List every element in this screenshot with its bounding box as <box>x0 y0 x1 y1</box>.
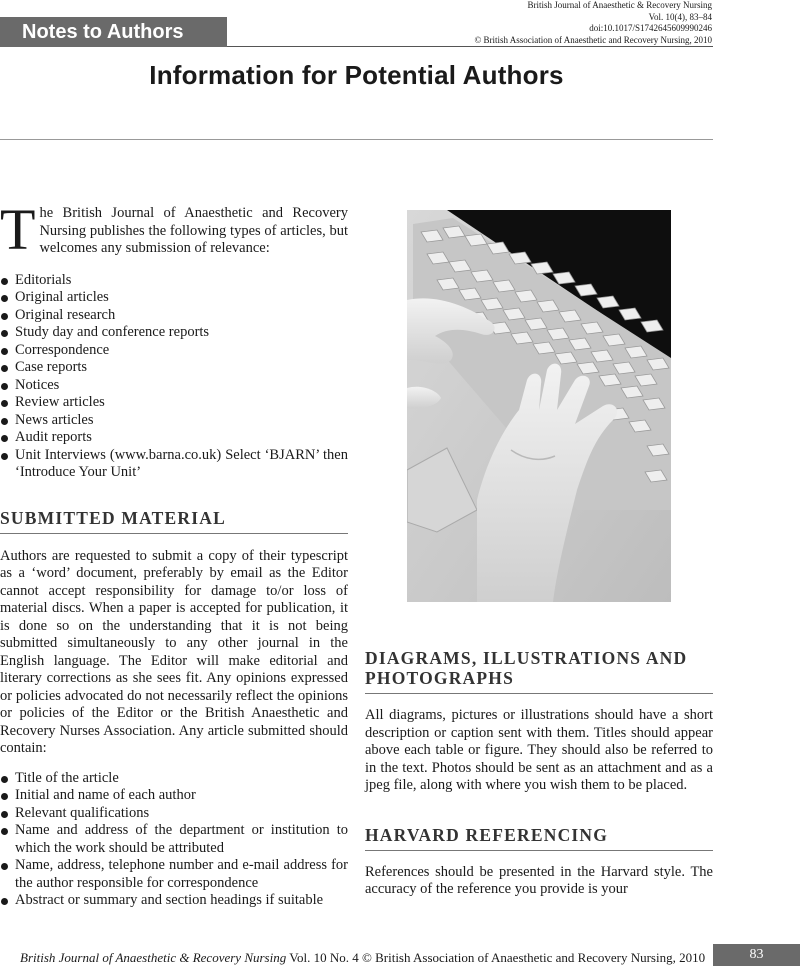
list-item: Unit Interviews (www.barna.co.uk) Select ‘BJARN’ then ‘Introduce Your Unit’ <box>0 447 348 482</box>
list-item: Name, address, telephone number and e-mail address for the author responsible for correspondence <box>0 857 348 892</box>
list-item: Original research <box>0 307 348 325</box>
list-item: Notices <box>0 377 348 395</box>
list-item: Correspondence <box>0 342 348 360</box>
page-number: 83 <box>713 944 800 966</box>
title-rule <box>0 139 713 140</box>
list-item: News articles <box>0 412 348 430</box>
list-item: Audit reports <box>0 429 348 447</box>
right-column <box>365 648 713 899</box>
heading-diagrams: DIAGRAMS, ILLUSTRATIONS AND PHOTOGRAPHS <box>365 648 713 694</box>
journal-volume: Vol. 10(4), 83–84 <box>648 11 712 22</box>
list-item: Initial and name of each author <box>0 787 348 805</box>
footer-journal-name: British Journal of Anaesthetic & Recovery Nursing <box>20 950 287 965</box>
heading-submitted-material: SUBMITTED MATERIAL <box>0 508 348 534</box>
left-column <box>0 197 348 910</box>
list-item: Original articles <box>0 289 348 307</box>
diagrams-paragraph: All diagrams, pictures or illustrations should have a short description or caption sent with them. Titles should appear above each table or figure. They should also be referred to in the text. Photos should be sent as an attachment and as a jpeg file, along with where you wish them to be placed. <box>365 707 713 793</box>
list-item: Editorials <box>0 272 348 290</box>
submitted-material-paragraph: Authors are requested to submit a copy of their typescript as a ‘word’ document, preferably by email as the Editor cannot accept responsibility for damage to/or loss of material discs. When a paper is accepted for publication, it is done so on the understanding that it is not being submitted simultaneously to any other journal in the English language. The Editor will make editorial and literary corrections as she sees fit. Any opinions expressed or policies advocated do not necessarily reflect the opinions or policies of the Editor or the British Anaesthetic and Recovery Nurses Association. Any article submitted should contain: <box>0 547 348 756</box>
journal-doi: doi:10.1017/S1742645609990246 <box>589 23 712 33</box>
heading-harvard-referencing: HARVARD REFERENCING <box>365 825 713 851</box>
footer-details: Vol. 10 No. 4 © British Association of Anaesthetic and Recovery Nursing, 2010 <box>286 950 706 965</box>
article-types-list <box>0 272 348 482</box>
header-rule <box>227 46 713 47</box>
list-item: Case reports <box>0 359 348 377</box>
drop-cap: T <box>0 197 36 262</box>
list-item: Review articles <box>0 394 348 412</box>
list-item: Title of the article <box>0 770 348 788</box>
list-item: Name and address of the department or institution to which the work should be attributed <box>0 822 348 857</box>
footer-citation <box>20 950 705 966</box>
journal-meta <box>474 0 712 46</box>
page-title: Information for Potential Authors <box>149 60 564 90</box>
submission-contents-list <box>0 770 348 910</box>
list-item: Study day and conference reports <box>0 324 348 342</box>
journal-copyright: © British Association of Anaesthetic and Recovery Nursing, 2010 <box>474 34 712 45</box>
journal-name: British Journal of Anaesthetic & Recovery Nursing <box>527 0 712 10</box>
intro-text: he British Journal of Anaesthetic and Recovery Nursing publishes the following types of articles, but welcomes any submission of relevance: <box>39 205 348 256</box>
intro-paragraph <box>0 197 348 262</box>
laptop-keyboard-photo <box>407 210 671 602</box>
section-tab: Notes to Authors <box>0 17 227 47</box>
list-item: Relevant qualifications <box>0 805 348 823</box>
list-item: Abstract or summary and section headings if suitable <box>0 892 348 910</box>
harvard-paragraph: References should be presented in the Harvard style. The accuracy of the reference you provide is your <box>365 863 713 897</box>
